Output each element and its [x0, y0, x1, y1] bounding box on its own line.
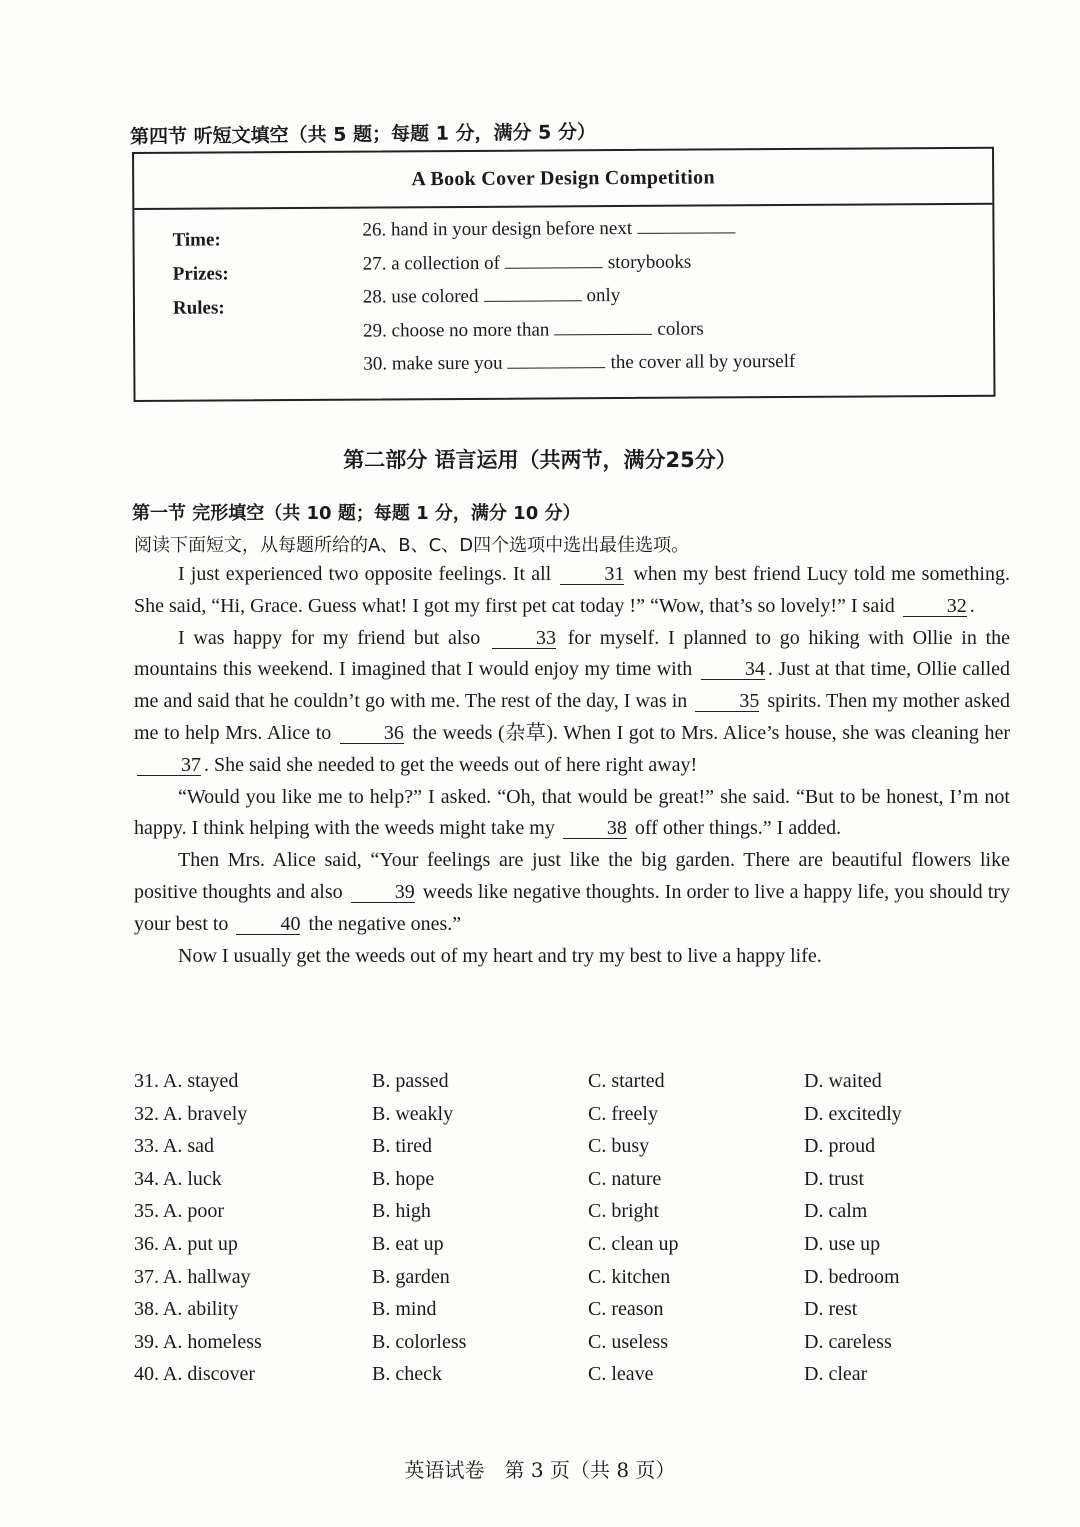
passage-text: I was happy for my friend but also	[178, 626, 481, 649]
option-d: D. careless	[804, 1330, 892, 1353]
blank-number: 32	[903, 596, 967, 617]
option-c: C. started	[588, 1070, 665, 1092]
option-a: 31. A. stayed	[134, 1070, 239, 1092]
item-text: 28. use colored	[362, 285, 479, 308]
blank-number: 40	[236, 914, 300, 935]
passage-text: weeds like negative thoughts. In order to live a happy life, you should try your best to	[134, 880, 1010, 935]
box-body	[134, 205, 993, 400]
option-a: 33. A. sad	[134, 1135, 214, 1158]
option-b: B. colorless	[372, 1330, 467, 1353]
label-rules: Rules:	[172, 297, 225, 319]
option-a: 40. A. discover	[134, 1363, 256, 1386]
blank-number: 33	[492, 628, 556, 649]
box-title: A Book Cover Design Competition	[134, 149, 992, 210]
cloze-passage	[134, 559, 1010, 972]
option-d: D. calm	[804, 1200, 868, 1223]
blank-number: 34	[701, 659, 765, 680]
passage-text: spirits. Then my mother asked me to help Mrs. Alice to	[134, 690, 1011, 744]
item-text: 30. make sure you	[363, 352, 503, 375]
option-row-38	[134, 1298, 1014, 1331]
option-c: C. freely	[588, 1102, 658, 1125]
passage-text: when my best friend Lucy told me something. She said, “Hi, Grace. Guess what! I got my first pet cat today !” “Wow, that’s so lovely!” I said	[134, 563, 1010, 617]
paragraph-1	[134, 559, 1010, 623]
blank-number: 38	[563, 818, 627, 839]
option-b: B. mind	[372, 1298, 437, 1321]
paragraph-5	[134, 941, 1010, 973]
answer-blank	[508, 351, 606, 369]
item-29	[363, 316, 795, 352]
answer-blank	[554, 317, 652, 335]
passage-text: the weeds (杂草). When I got to Mrs. Alice’s house, she was cleaning her	[412, 721, 1010, 744]
option-d: D. rest	[804, 1298, 858, 1321]
option-b: B. hope	[372, 1167, 435, 1190]
item-text: 26. hand in your design before next	[362, 217, 633, 241]
item-text: 27. a collection of	[362, 252, 500, 275]
option-d: D. excitedly	[804, 1102, 902, 1125]
option-row-33	[134, 1135, 1014, 1168]
answer-blank	[483, 284, 581, 302]
option-c: C. kitchen	[588, 1265, 671, 1288]
option-c: C. useless	[588, 1330, 668, 1353]
paragraph-3	[134, 782, 1010, 846]
option-d: D. clear	[804, 1363, 868, 1386]
item-28	[363, 283, 795, 319]
label-prizes: Prizes:	[172, 263, 229, 285]
competition-box	[132, 147, 996, 402]
option-row-39	[134, 1331, 1014, 1364]
passage-text: .	[969, 594, 975, 617]
option-c: C. clean up	[588, 1232, 679, 1255]
cloze-heading: 第一节 完形填空（共 10 题；每题 1 分，满分 10 分）	[132, 503, 581, 524]
passage-text: “Would you like me to help?” I asked. “Oh, that would be great!” she said. “But to be honest, I’m not happy. I think helping with the weeds might take my	[134, 785, 1010, 840]
option-row-36	[134, 1233, 1014, 1266]
passage-text: . Just at that time, Ollie called me and said that he couldn’t go with me. The rest of the day, I was in	[134, 658, 1011, 713]
paragraph-4	[134, 845, 1010, 940]
passage-text: the negative ones.”	[308, 912, 462, 935]
option-d: D. trust	[804, 1167, 864, 1190]
option-c: C. leave	[588, 1363, 654, 1386]
option-row-34	[134, 1168, 1014, 1201]
option-d: D. bedroom	[804, 1265, 900, 1288]
item-27	[363, 249, 795, 285]
option-a: 34. A. luck	[134, 1167, 222, 1190]
option-b: B. weakly	[372, 1102, 454, 1125]
item-text-after: colors	[657, 318, 704, 340]
option-a: 38. A. ability	[134, 1298, 239, 1321]
part2-heading: 第二部分 语言运用（共两节，满分25分）	[343, 448, 737, 472]
item-26	[362, 216, 794, 252]
option-b: B. check	[372, 1363, 442, 1386]
option-d: D. use up	[804, 1232, 881, 1255]
passage-text: Now I usually get the weeds out of my heart and try my best to live a happy life.	[178, 944, 822, 967]
item-30	[363, 350, 795, 386]
item-text: 29. choose no more than	[363, 318, 550, 342]
option-b: B. tired	[372, 1135, 432, 1158]
option-c: C. bright	[588, 1200, 660, 1223]
option-a: 37. A. hallway	[134, 1265, 251, 1288]
box-items	[362, 216, 795, 386]
passage-text: off other things.” I added.	[634, 817, 842, 840]
option-a: 36. A. put up	[134, 1232, 238, 1255]
passage-text: . She said she needed to get the weeds out of here right away!	[204, 753, 698, 776]
option-b: B. high	[372, 1200, 431, 1223]
blank-number: 36	[340, 723, 404, 744]
passage-text: for myself. I planned to go hiking with Ollie in the mountains this weekend. I imagined that I would enjoy my time with	[134, 626, 1011, 681]
passage-text: Then Mrs. Alice said, “Your feelings are just like the big garden. There are beautiful flowers like positive thoughts and also	[134, 849, 1010, 903]
cloze-instruction: 阅读下面短文，从每题所给的A、B、C、D四个选项中选出最佳选项。	[134, 535, 690, 556]
item-text-after: only	[586, 285, 621, 307]
item-text-after: storybooks	[607, 251, 692, 273]
option-d: D. waited	[804, 1070, 882, 1092]
label-time: Time:	[172, 229, 221, 251]
option-a: 32. A. bravely	[134, 1102, 248, 1125]
answer-blank	[505, 251, 603, 269]
option-b: B. garden	[372, 1265, 450, 1288]
option-c: C. nature	[588, 1167, 662, 1190]
paragraph-2	[134, 623, 1010, 782]
option-d: D. proud	[804, 1135, 876, 1158]
option-row-31	[134, 1070, 1014, 1103]
option-row-32	[134, 1103, 1014, 1136]
option-row-35	[134, 1200, 1014, 1233]
blank-number: 35	[695, 691, 759, 712]
option-b: B. eat up	[372, 1232, 444, 1255]
option-c: C. busy	[588, 1135, 650, 1158]
answer-options	[134, 1070, 1014, 1396]
page-footer: 英语试卷 第 3 页（共 8 页）	[404, 1458, 676, 1482]
blank-number: 31	[560, 564, 624, 585]
option-a: 35. A. poor	[134, 1200, 224, 1223]
section4-heading: 第四节 听短文填空（共 5 题；每题 1 分，满分 5 分）	[129, 121, 597, 148]
blank-number: 39	[351, 882, 415, 903]
option-b: B. passed	[372, 1070, 449, 1092]
option-row-40	[134, 1363, 1014, 1396]
passage-text: I just experienced two opposite feelings. It all	[178, 563, 552, 585]
option-row-37	[134, 1266, 1014, 1299]
answer-blank	[637, 216, 735, 234]
blank-number: 37	[137, 755, 201, 776]
box-labels	[172, 229, 229, 331]
option-c: C. reason	[588, 1298, 664, 1321]
option-a: 39. A. homeless	[134, 1330, 262, 1353]
item-text-after: the cover all by yourself	[610, 350, 796, 374]
